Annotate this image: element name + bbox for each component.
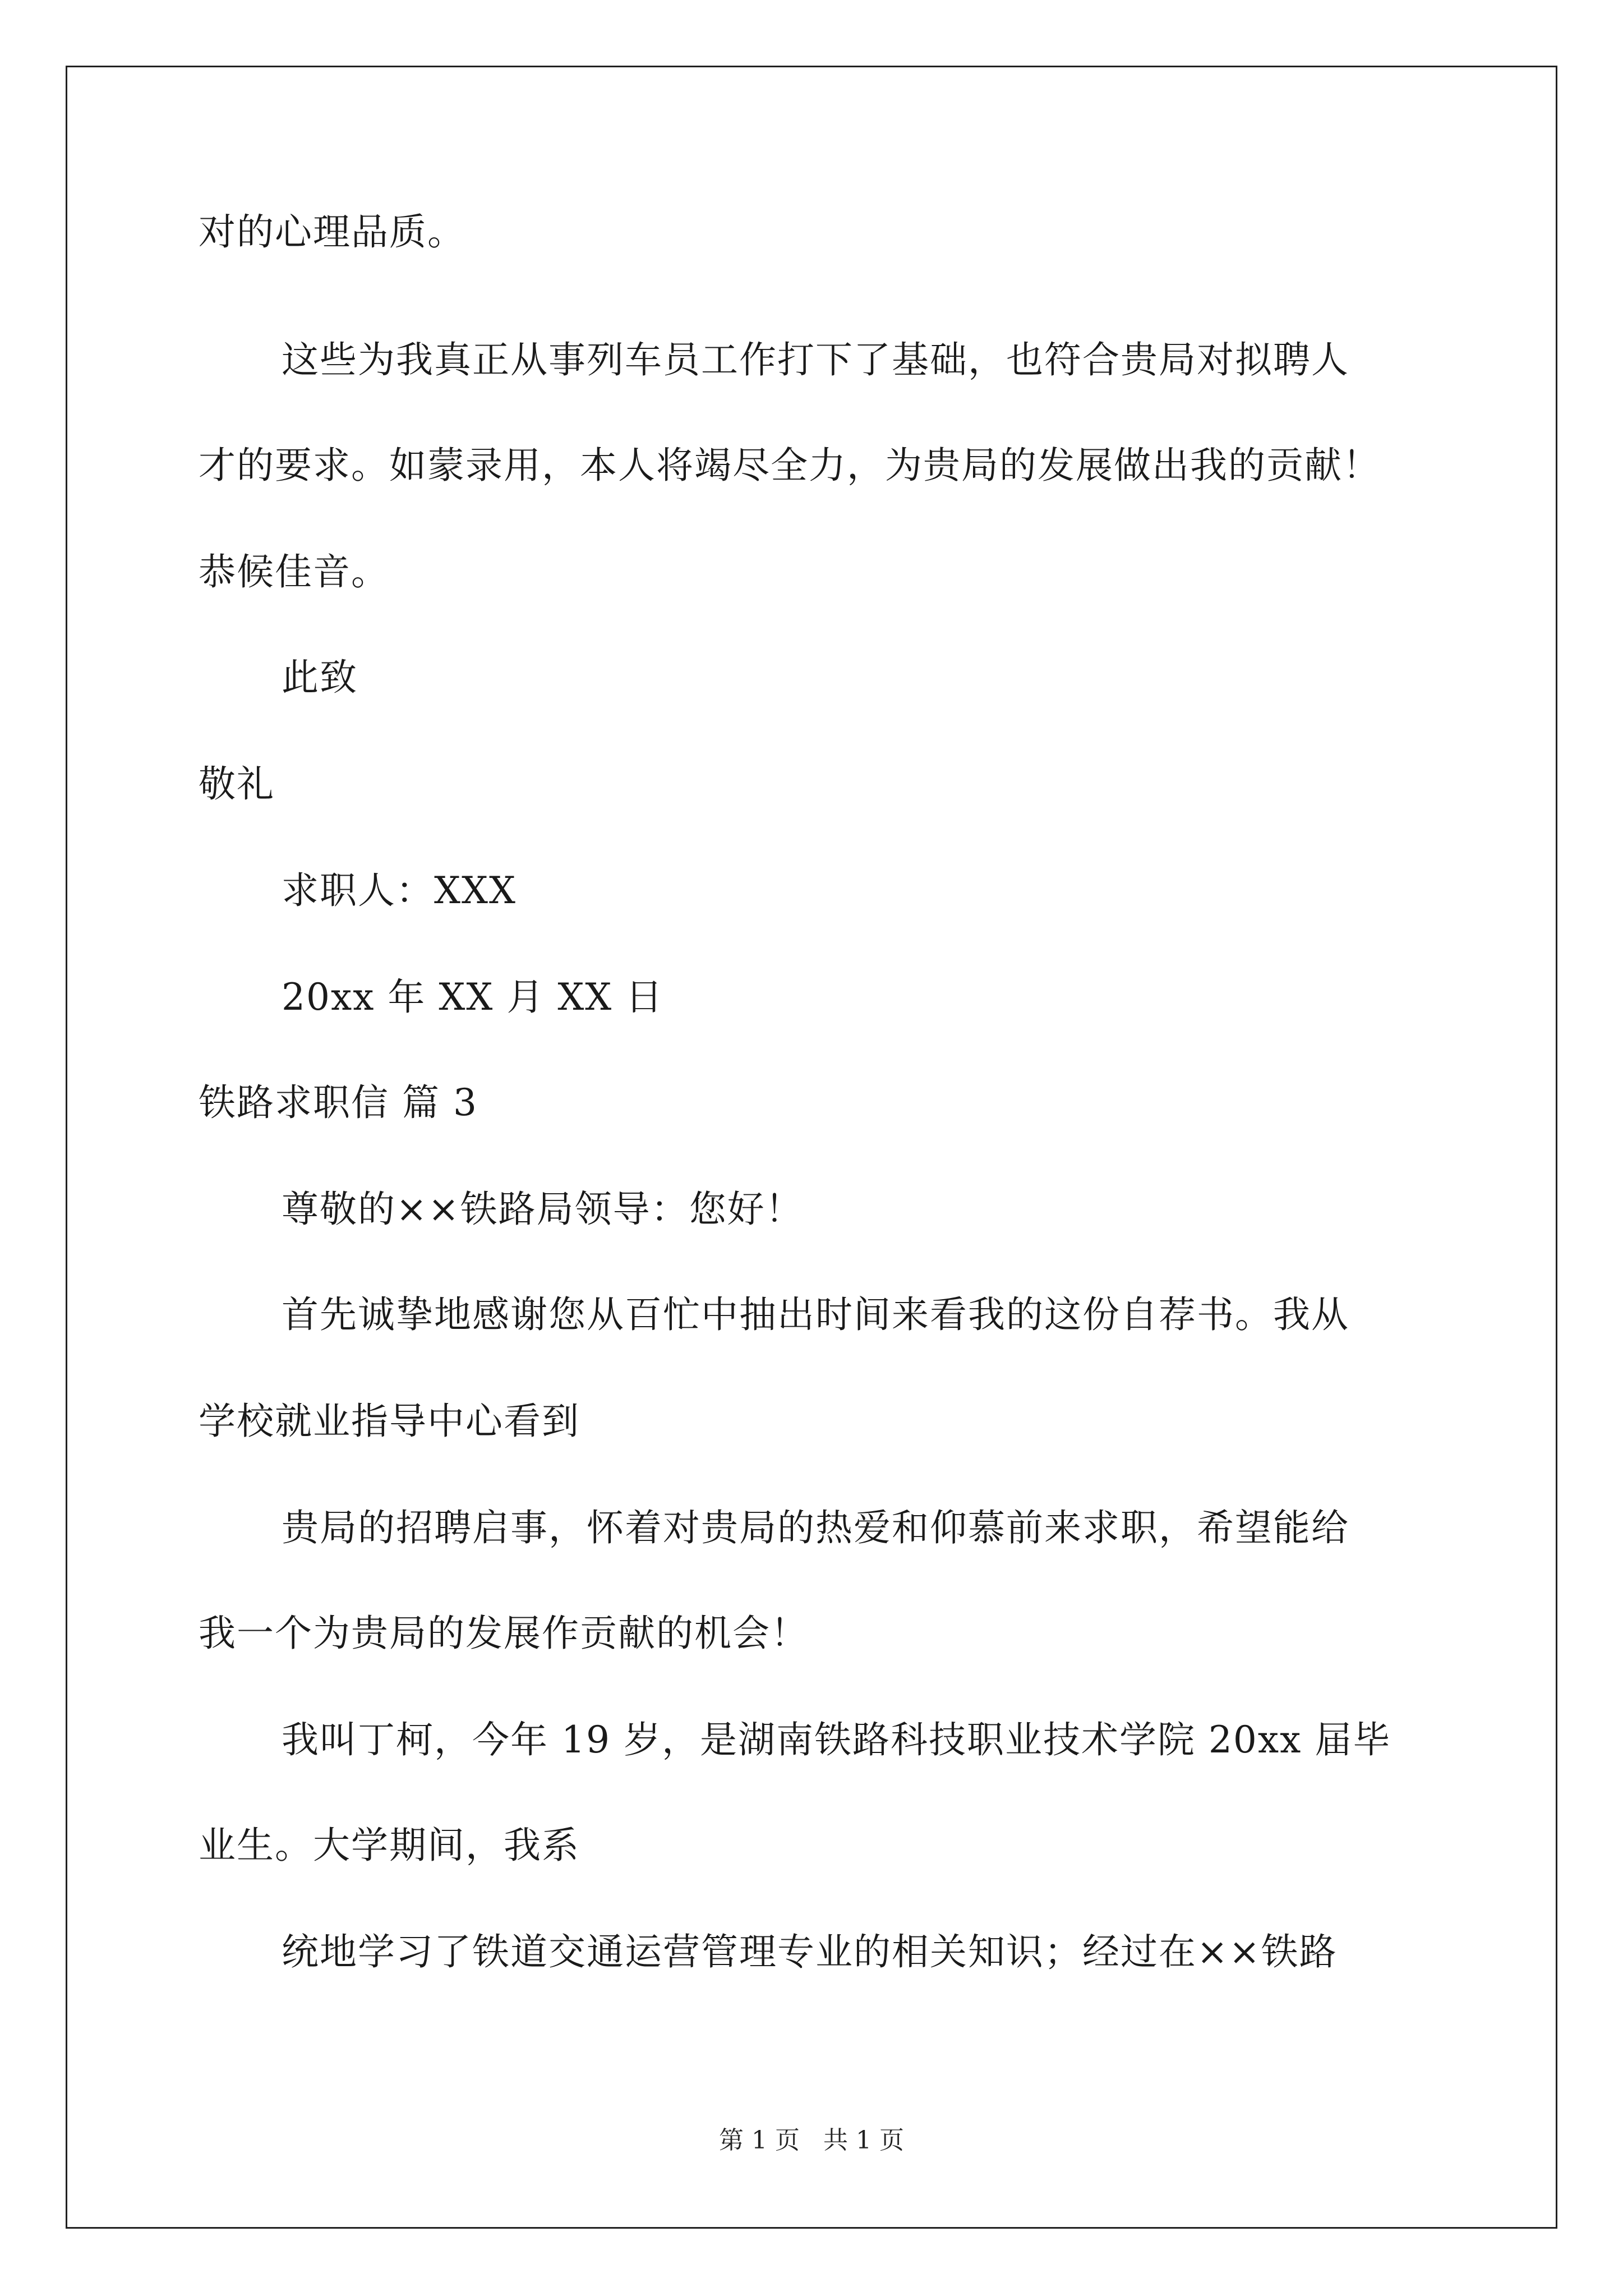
page-footer: 第 1 页 共 1 页 bbox=[719, 2126, 904, 2155]
text-line: 首先诚挚地感谢您从百忙中抽出时间来看我的这份自荐书。我从 bbox=[282, 1293, 1349, 1336]
text-line: 恭候佳音。 bbox=[199, 550, 389, 593]
text-line: 才的要求。如蒙录用，本人将竭尽全力，为贵局的发展做出我的贡献！ bbox=[199, 444, 1381, 487]
salutation-regards: 敬礼 bbox=[199, 762, 275, 806]
salutation-closing: 此致 bbox=[282, 656, 358, 699]
text-line: 这些为我真正从事列车员工作打下了基础，也符合贵局对拟聘人 bbox=[282, 338, 1349, 381]
letter-date: 20xx 年 XX 月 XX 日 bbox=[282, 976, 664, 1019]
greeting: 尊敬的××铁路局领导：您好！ bbox=[282, 1188, 804, 1231]
text-line: 统地学习了铁道交通运营管理专业的相关知识；经过在××铁路 bbox=[282, 1930, 1338, 1973]
text-line: 贵局的招聘启事，怀着对贵局的热爱和仰慕前来求职，希望能给 bbox=[282, 1506, 1349, 1549]
text-line: 学校就业指导中心看到 bbox=[199, 1400, 580, 1443]
text-line: 我一个为贵局的发展作贡献的机会！ bbox=[199, 1612, 809, 1655]
text-line: 业生。大学期间，我系 bbox=[199, 1824, 580, 1867]
text-line: 我叫丁柯，今年 19 岁，是湖南铁路科技职业技术学院 20xx 届毕 bbox=[282, 1718, 1391, 1761]
applicant-name: 求职人：XXX bbox=[282, 869, 517, 912]
text-line: 对的心理品质。 bbox=[199, 210, 465, 254]
section-heading: 铁路求职信 篇 3 bbox=[199, 1081, 478, 1124]
page-border bbox=[66, 66, 1557, 2229]
